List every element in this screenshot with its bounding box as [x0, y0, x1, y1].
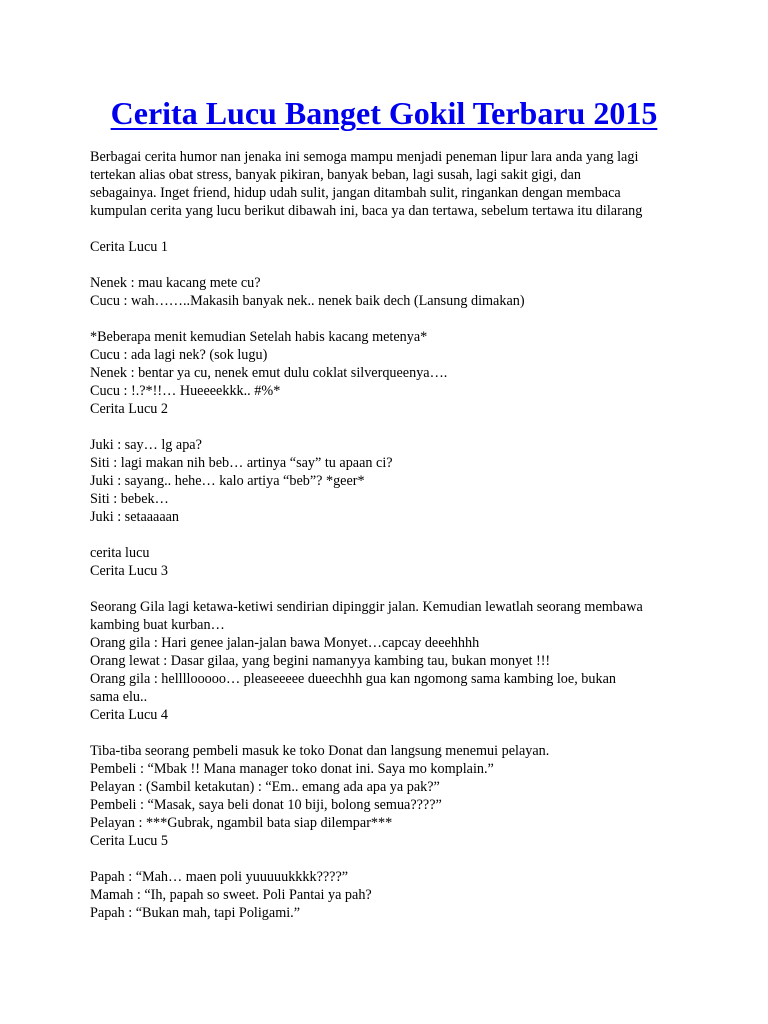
dialogue-line: Mamah : “Ih, papah so sweet. Poli Pantai ya pah? — [90, 887, 372, 903]
story2-block1 — [90, 436, 690, 526]
dialogue-line: Pembeli : “Mbak !! Mana manager toko donat ini. Saya mo komplain.” — [90, 761, 494, 777]
dialogue-line: Seorang Gila lagi ketawa-ketiwi sendirian dipinggir jalan. Kemudian lewatlah seorang membawa — [90, 599, 643, 615]
dialogue-line: Papah : “Mah… maen poli yuuuuukkkk????” — [90, 869, 349, 885]
dialogue-line: Orang gila : hellllooooo… pleaseeeee dueechhh gua kan ngomong sama kambing loe, bukan — [90, 671, 616, 687]
page-title — [0, 93, 768, 133]
dialogue-line: Cucu : ada lagi nek? (sok lugu) — [90, 347, 268, 363]
intro-paragraph — [90, 148, 690, 220]
dialogue-line: Pelayan : ***Gubrak, ngambil bata siap dilempar*** — [90, 815, 393, 831]
dialogue-line: Juki : setaaaaan — [90, 509, 180, 525]
dialogue-line: Tiba-tiba seorang pembeli masuk ke toko Donat dan langsung menemui pelayan. — [90, 743, 550, 759]
intro-line: Berbagai cerita humor nan jenaka ini semoga mampu menjadi peneman lipur lara anda yang lagi — [90, 149, 639, 165]
dialogue-line: Cucu : !.?*!!… Hueeeekkk.. #%* — [90, 383, 281, 399]
story-heading: Cerita Lucu 2 — [90, 401, 169, 417]
story1-block1 — [90, 274, 690, 310]
story1-block2 — [90, 328, 690, 418]
story2-caption — [90, 544, 690, 580]
dialogue-line: Juki : sayang.. hehe… kalo artiya “beb”? *geer* — [90, 473, 365, 489]
dialogue-line: Cucu : wah……..Makasih banyak nek.. nenek baik dech (Lansung dimakan) — [90, 293, 525, 309]
dialogue-line: Siti : bebek… — [90, 491, 169, 507]
article-body — [90, 148, 690, 940]
story-heading: Cerita Lucu 3 — [90, 563, 169, 579]
dialogue-line: Nenek : bentar ya cu, nenek emut dulu coklat silverqueenya…. — [90, 365, 448, 381]
dialogue-line: Pelayan : (Sambil ketakutan) : “Em.. emang ada apa ya pak?” — [90, 779, 440, 795]
story-heading: Cerita Lucu 4 — [90, 707, 169, 723]
dialogue-line: Papah : “Bukan mah, tapi Poligami.” — [90, 905, 301, 921]
caption-text: cerita lucu — [90, 545, 150, 561]
dialogue-line: sama elu.. — [90, 689, 148, 705]
dialogue-line: Nenek : mau kacang mete cu? — [90, 275, 261, 291]
story1-heading — [90, 238, 690, 256]
dialogue-line: *Beberapa menit kemudian Setelah habis kacang metenya* — [90, 329, 428, 345]
title-link[interactable]: Cerita Lucu Banget Gokil Terbaru 2015 — [110, 95, 658, 131]
story5-block1 — [90, 868, 690, 922]
intro-line: tertekan alias obat stress, banyak pikiran, banyak beban, lagi susah, lagi sakit gigi, dan — [90, 167, 581, 183]
story-heading: Cerita Lucu 1 — [90, 239, 169, 255]
dialogue-line: Juki : say… lg apa? — [90, 437, 202, 453]
story4-block1 — [90, 742, 690, 850]
intro-line: sebagainya. Inget friend, hidup udah sulit, jangan ditambah sulit, ringankan dengan membaca — [90, 185, 621, 201]
dialogue-line: Orang lewat : Dasar gilaa, yang begini namanyya kambing tau, bukan monyet !!! — [90, 653, 551, 669]
dialogue-line: Orang gila : Hari genee jalan-jalan bawa Monyet…capcay deeehhhh — [90, 635, 480, 651]
dialogue-line: kambing buat kurban… — [90, 617, 225, 633]
dialogue-line: Siti : lagi makan nih beb… artinya “say” tu apaan ci? — [90, 455, 393, 471]
story3-block1 — [90, 598, 690, 724]
dialogue-line: Pembeli : “Masak, saya beli donat 10 biji, bolong semua????” — [90, 797, 442, 813]
story-heading: Cerita Lucu 5 — [90, 833, 169, 849]
intro-line: kumpulan cerita yang lucu berikut dibawah ini, baca ya dan tertawa, sebelum tertawa itu dilarang — [90, 203, 643, 219]
